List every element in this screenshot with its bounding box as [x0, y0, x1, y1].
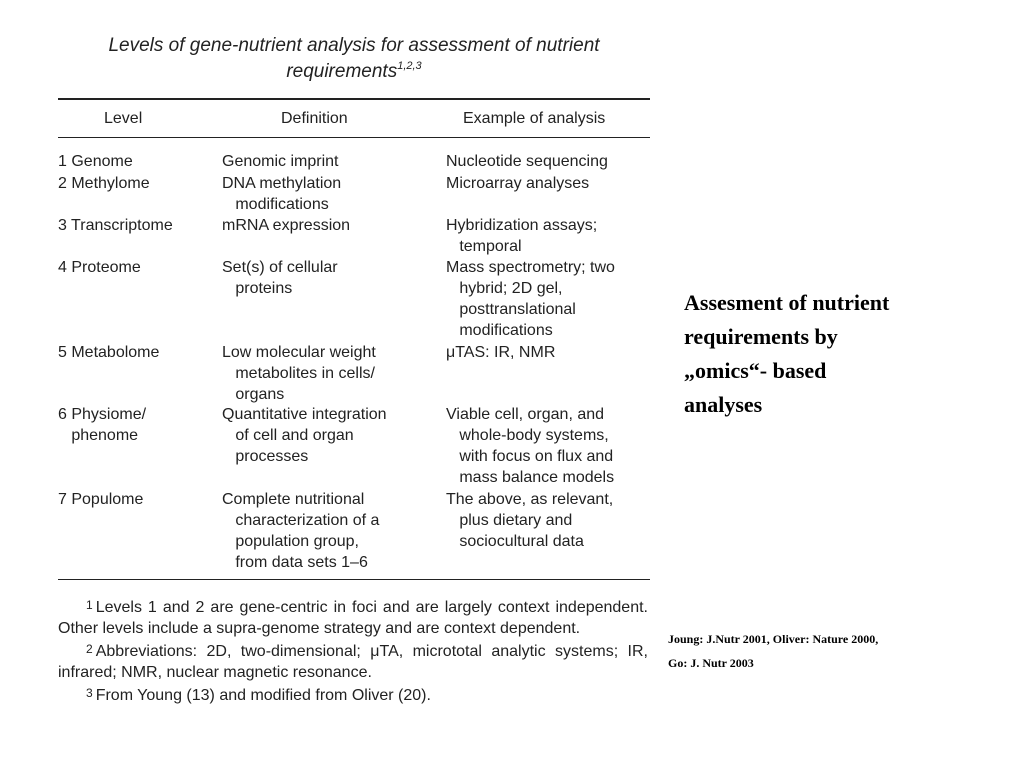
table-top-rule	[58, 98, 650, 100]
row-3-example: Hybridization assays; temporal	[446, 217, 598, 255]
row-4-example: Mass spectrometry; two hybrid; 2D gel, posttranslational modifications	[446, 259, 615, 339]
table-bottom-rule	[58, 579, 650, 580]
row-2-example: Microarray analyses	[446, 175, 590, 192]
row-5-definition: Low molecular weight metabolites in cells/ organs	[222, 344, 376, 403]
row-5-level: 5 Metabolome	[58, 344, 160, 361]
row-4-level: 4 Proteome	[58, 259, 141, 276]
table-footnotes	[58, 595, 648, 706]
references	[668, 627, 968, 675]
footnote-3-text: From Young (13) and modified from Oliver (20).	[95, 687, 431, 704]
row-5-example: μTAS: IR, NMR	[446, 344, 556, 361]
slide-heading-line4: analyses	[684, 392, 763, 417]
references-line1: Joung: J.Nutr 2001, Oliver: Nature 2000,	[668, 632, 879, 646]
footnote-1-number: 1	[86, 598, 93, 612]
table-title-line2-text: requirements	[286, 61, 398, 82]
footnote-2-number: 2	[86, 642, 93, 656]
slide-heading-line1: Assesment of nutrient	[684, 290, 890, 315]
table-header-rule	[58, 137, 650, 138]
footnote-1-text: Levels 1 and 2 are gene-centric in foci and are largely context independent. Other levels include a supra-genome strategy and are context dependent.	[58, 599, 648, 637]
column-header-definition: Definition	[281, 110, 348, 127]
footnote-2	[58, 639, 648, 683]
row-4-definition: Set(s) of cellular proteins	[222, 259, 338, 297]
row-6-definition: Quantitative integration of cell and organ processes	[222, 406, 387, 465]
column-header-example: Example of analysis	[463, 110, 606, 127]
table-title-superscript: 1,2,3	[397, 60, 422, 72]
row-3-level: 3 Transcriptome	[58, 217, 173, 234]
row-6-example: Viable cell, organ, and whole-body systems, with focus on flux and mass balance models	[446, 406, 615, 486]
row-1-definition: Genomic imprint	[222, 153, 339, 170]
row-7-level: 7 Populome	[58, 491, 144, 508]
row-1-level: 1 Genome	[58, 153, 133, 170]
row-2-level: 2 Methylome	[58, 175, 150, 192]
row-3-definition: mRNA expression	[222, 217, 351, 234]
table-title-line1: Levels of gene-nutrient analysis for assessment of nutrient	[108, 35, 600, 56]
footnote-1	[58, 595, 648, 639]
row-6-level: 6 Physiome/ phenome	[58, 406, 147, 444]
slide-heading-line2: requirements by	[684, 324, 838, 349]
table-title	[60, 33, 648, 85]
column-header-level: Level	[104, 110, 143, 127]
row-1-example: Nucleotide sequencing	[446, 153, 608, 170]
row-7-definition: Complete nutritional characterization of a population group, from data sets 1–6	[222, 491, 380, 571]
footnote-2-text: Abbreviations: 2D, two-dimensional; μTA, micrototal analytic systems; IR, infrared; NMR, nuclear magnetic resonance.	[58, 643, 648, 681]
table-title-line2	[60, 59, 648, 85]
row-7-example: The above, as relevant, plus dietary and sociocultural data	[446, 491, 614, 550]
references-line2: Go: J. Nutr 2003	[668, 656, 754, 670]
footnote-3	[58, 683, 648, 706]
row-2-definition: DNA methylation modifications	[222, 175, 342, 213]
footnote-3-number: 3	[86, 686, 93, 700]
slide-heading-line3: „omics“- based	[684, 358, 827, 383]
slide-heading	[684, 286, 984, 422]
